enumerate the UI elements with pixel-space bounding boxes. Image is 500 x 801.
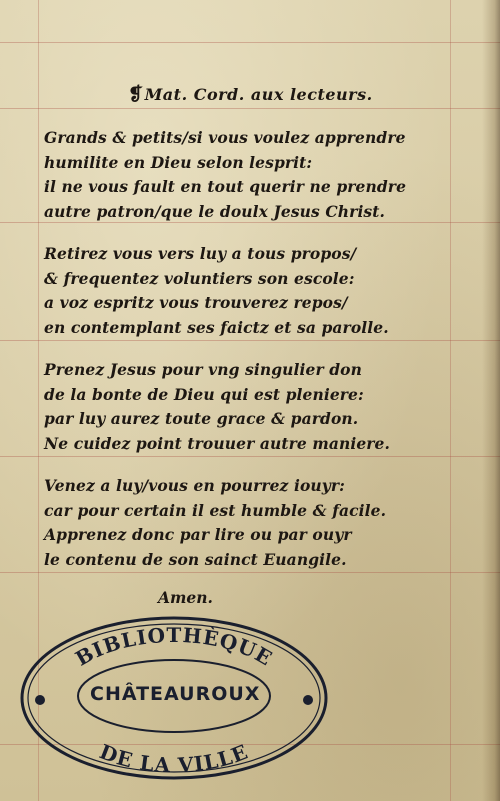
verse-line: car pour certain il est humble & facile.	[44, 500, 387, 520]
page-heading	[128, 84, 373, 105]
rule-line-horizontal	[0, 42, 500, 43]
verse-line: autre patron/que le doulx Jesus Christ.	[44, 201, 386, 221]
stanza-4	[44, 474, 444, 572]
stanza-1	[44, 126, 444, 224]
verse-line: Prenez Jesus pour vng singulier don	[44, 360, 362, 379]
verse-line: en contemplant ses faictz et sa parolle.	[44, 317, 389, 337]
verse-line: par luy aurez toute grace & pardon.	[44, 409, 359, 428]
verse-line: il ne vous fault en tout querir ne prendre	[44, 177, 407, 196]
stamp-bottom-text: DE LA VILLE	[96, 739, 252, 778]
heading-text: Mat. Cord. aux lecteurs.	[144, 85, 373, 104]
verse-line: a voz espritz vous trouverez repos/	[44, 293, 348, 312]
verse-line: humilite en Dieu selon lesprit:	[44, 152, 313, 172]
verse-line: Retirez vous vers luy a tous propos/	[44, 244, 357, 263]
verse-line: & frequentez voluntiers son escole:	[44, 268, 355, 288]
verse-line: Apprenez donc par lire ou par ouyr	[44, 525, 352, 544]
library-stamp	[18, 614, 330, 782]
verse-line: Venez a luy/vous en pourrez iouyr:	[44, 476, 345, 495]
rule-line-vertical-right	[450, 0, 451, 801]
verse-line: le contenu de son sainct Euangile.	[44, 549, 347, 569]
stanza-3	[44, 358, 444, 456]
stanza-2	[44, 242, 444, 340]
rule-line-horizontal	[0, 108, 500, 109]
stamp-dot-right	[303, 695, 313, 705]
page-edge-shadow	[482, 0, 500, 801]
rule-line-horizontal	[0, 456, 500, 457]
stamp-center-text: CHÂTEAUROUX	[90, 683, 261, 705]
verse-line: de la bonte de Dieu qui est pleniere:	[44, 384, 364, 404]
verse-line: Ne cuidez point trouuer autre maniere.	[44, 433, 391, 453]
pilcrow-icon: ❡	[128, 84, 144, 105]
stamp-top-text: BIBLIOTHÈQUE	[71, 622, 277, 671]
verse-line: Grands & petits/si vous voulez apprendre	[44, 128, 406, 147]
stamp-text-top-path	[71, 623, 277, 671]
closing-amen: Amen.	[158, 588, 213, 607]
stamp-dot-left	[35, 695, 45, 705]
rule-line-horizontal	[0, 572, 500, 573]
rule-line-horizontal	[0, 340, 500, 341]
